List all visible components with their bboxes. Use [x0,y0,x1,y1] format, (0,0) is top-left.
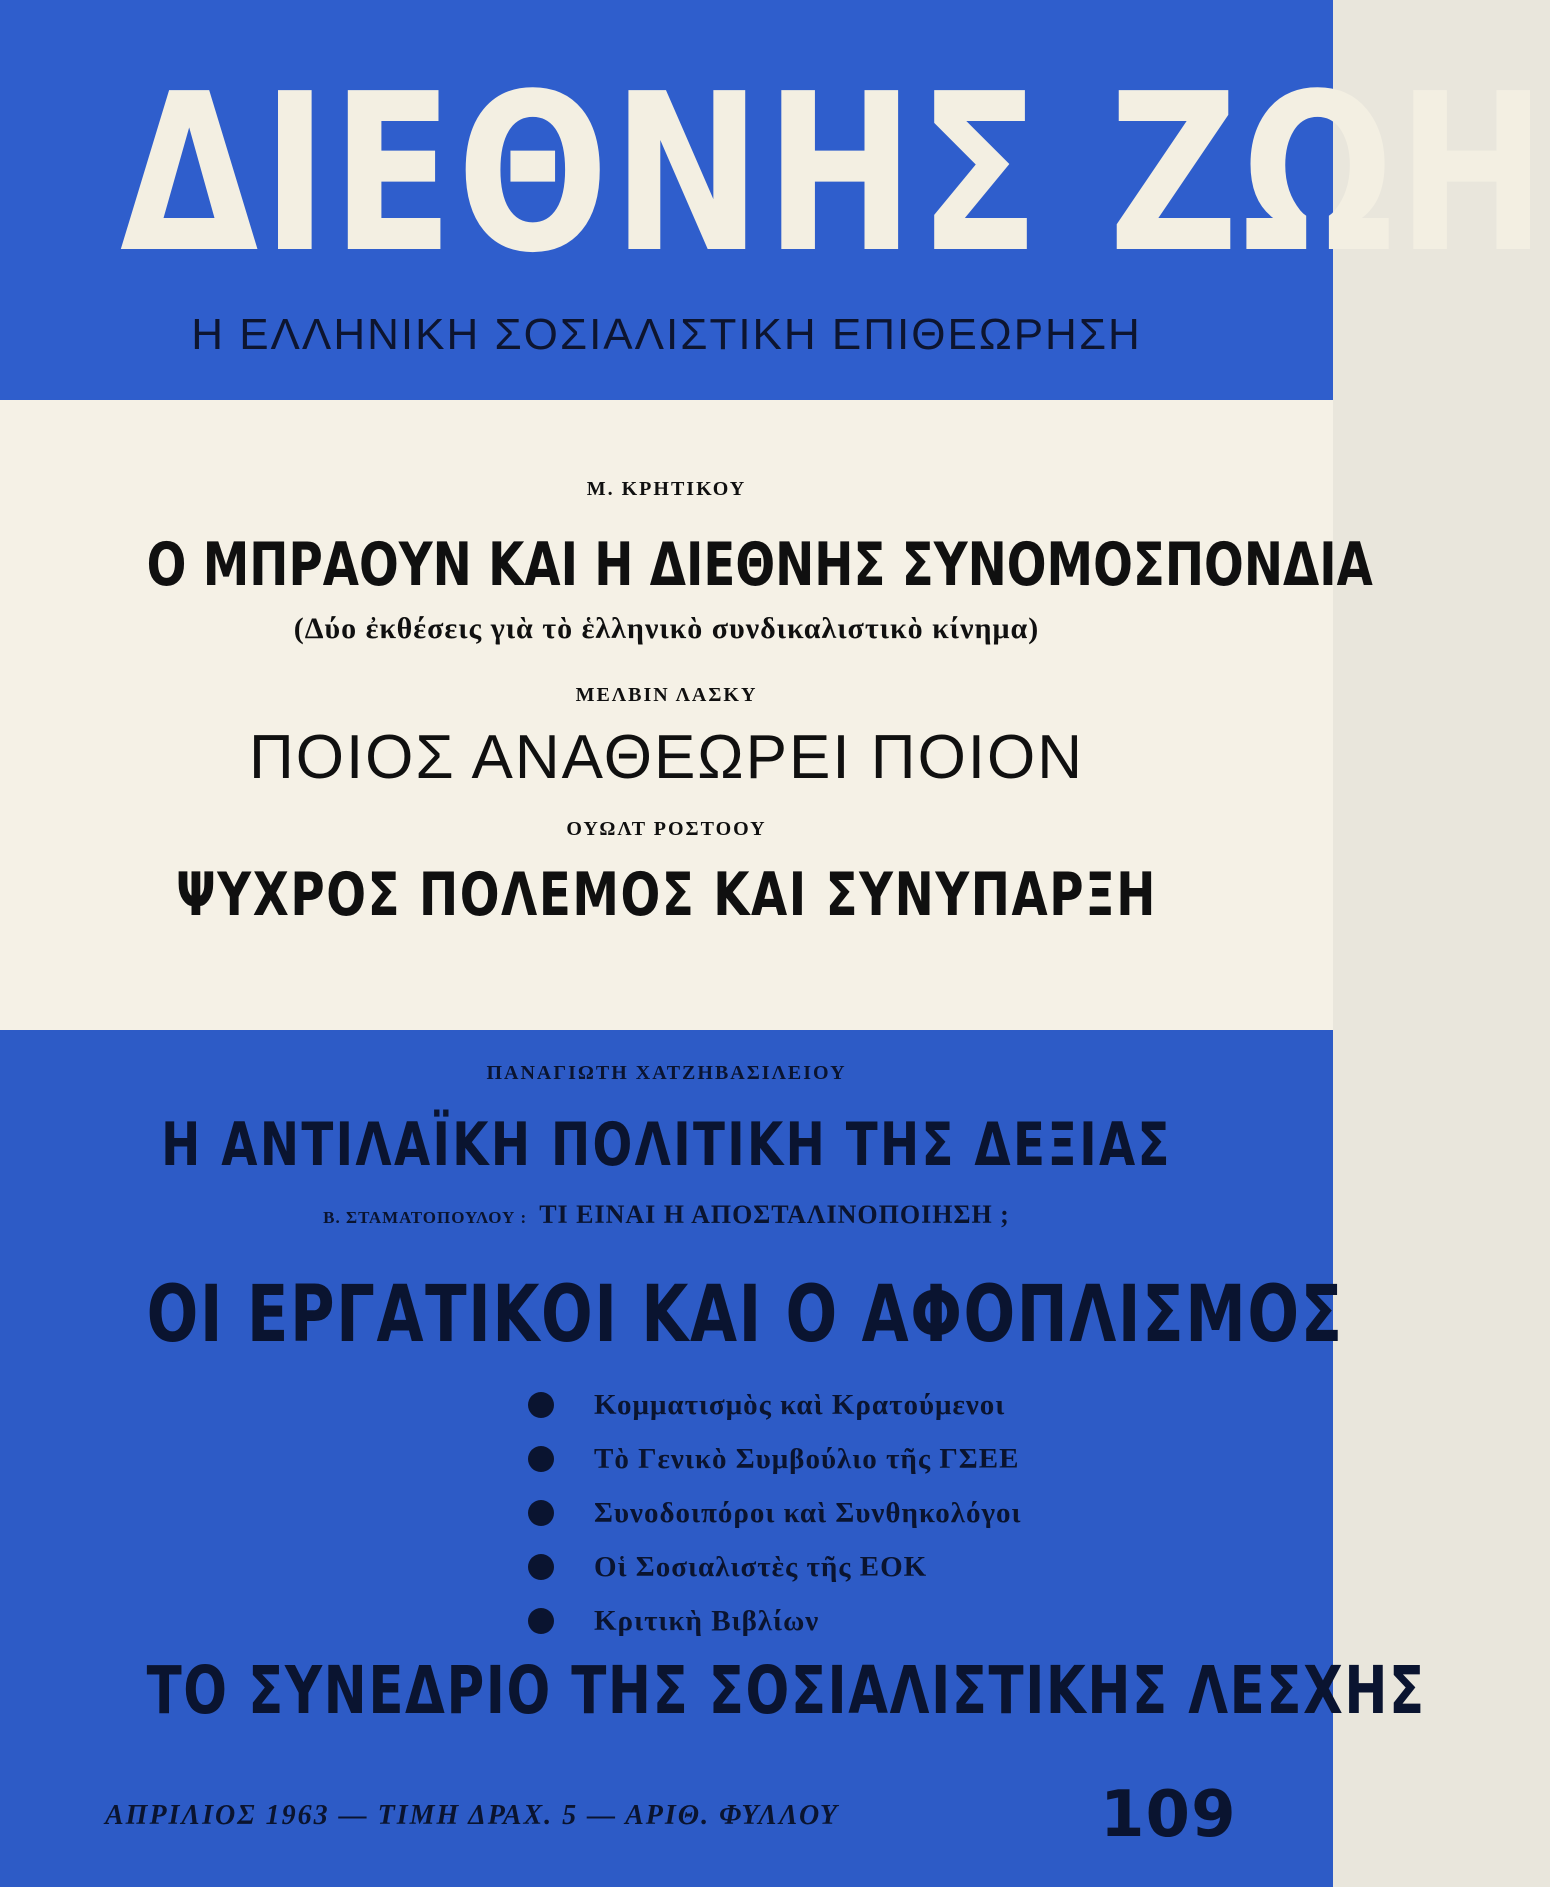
bullet-dot-icon [528,1500,554,1526]
article-3-author: ΟΥΩΛΤ ΡΟΣΤΟΟΥ [566,818,767,840]
list-item [528,1432,1022,1486]
article-2-title: ΠΟΙΟΣ ΑΝΑΘΕΩΡΕΙ ΠΟΙΟΝ [248,723,1085,792]
bullet-dot-icon [528,1392,554,1418]
list-item [528,1594,1022,1648]
bullet-list [528,1378,1022,1648]
article-6-title: ΟΙ ΕΡΓΑΤΙΚΟΙ ΚΑΙ Ο ΑΦΟΠΛΙΣΜΟΣ [146,1270,1344,1360]
bullet-text: Κριτικὴ Βιβλίων [594,1604,820,1637]
article-5-title: ΤΙ ΕΙΝΑΙ Η ΑΠΟΣΤΑΛΙΝΟΠΟΙΗΣΗ ; [539,1200,1010,1229]
bullet-dot-icon [528,1608,554,1634]
bullet-text: Οἱ Σοσιαλιστὲς τῆς ΕΟΚ [594,1550,928,1583]
article-1-subtitle: (Δύο ἐκθέσεις γιὰ τὸ ἑλληνικὸ συνδικαλιστικὸ κίνημα) [293,612,1040,645]
article-1-title: Ο ΜΠΡΑΟΥΝ ΚΑΙ Η ΔΙΕΘΝΗΣ ΣΥΝΟΜΟΣΠΟΝΔΙΑ [146,530,1373,600]
article-3-title: ΨΥΧΡΟΣ ΠΟΛΕΜΟΣ ΚΑΙ ΣΥΝΥΠΑΡΞΗ [175,860,1158,930]
bullet-text: Τὸ Γενικὸ Συμβούλιο τῆς ΓΣΕΕ [594,1442,1020,1475]
list-item [528,1378,1022,1432]
article-4-title: Η ΑΝΤΙΛΑΪΚΗ ΠΟΛΙΤΙΚΗ ΤΗΣ ΔΕΞΙΑΣ [161,1110,1172,1180]
article-2-author: ΜΕΛΒΙΝ ΛΑΣΚΥ [575,684,758,706]
issue-date-price: ΑΠΡΙΛΙΟΣ 1963 — ΤΙΜΗ ΔΡΑΧ. 5 — ΑΡΙΘ. ΦΥΛΛΟΥ [105,1800,839,1831]
article-1-author: Μ. ΚΡΗΤΙΚΟΥ [586,478,747,500]
masthead-subtitle: Η ΕΛΛΗΝΙΚΗ ΣΟΣΙΑΛΙΣΤΙΚΗ ΕΠΙΘΕΩΡΗΣΗ [191,310,1142,359]
bullet-text: Κομματισμὸς καὶ Κρατούμενοι [594,1388,1006,1421]
bullet-text: Συνοδοιπόροι καὶ Συνθηκολόγοι [594,1496,1022,1529]
list-item [528,1486,1022,1540]
article-7-title: ΤΟ ΣΥΝΕΔΡΙΟ ΤΗΣ ΣΟΣΙΑΛΙΣΤΙΚΗΣ ΛΕΣΧΗΣ [146,1652,1426,1729]
bullet-dot-icon [528,1554,554,1580]
issue-number: 109 [1100,1778,1237,1852]
article-5-author: Β. ΣΤΑΜΑΤΟΠΟΥΛΟΥ : [323,1208,528,1227]
article-4-author: ΠΑΝΑΓΙΩΤΗ ΧΑΤΖΗΒΑΣΙΛΕΙΟΥ [486,1062,847,1084]
masthead-title: ΔΙΕΘΝΗΣ ΖΩΗ [119,48,1550,301]
list-item [528,1540,1022,1594]
article-5-row [0,1200,1333,1230]
bullet-dot-icon [528,1446,554,1472]
